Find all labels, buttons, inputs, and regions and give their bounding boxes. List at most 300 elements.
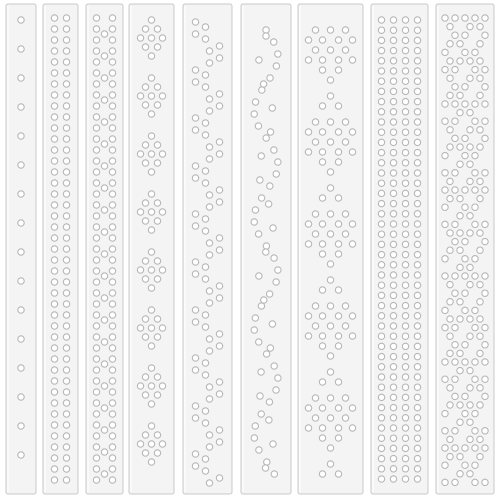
- hole: [93, 114, 99, 120]
- hole: [414, 139, 420, 145]
- hole: [378, 466, 384, 472]
- hole: [252, 423, 258, 429]
- hole: [442, 410, 448, 416]
- hole: [467, 385, 473, 391]
- hole: [148, 307, 154, 313]
- hole: [482, 118, 488, 124]
- hole: [414, 180, 420, 186]
- hole: [154, 276, 160, 282]
- hole: [472, 256, 478, 262]
- hole: [390, 435, 396, 441]
- hole: [154, 26, 160, 32]
- hole: [414, 262, 420, 268]
- hole: [349, 149, 355, 155]
- hole: [457, 471, 463, 477]
- hole: [263, 33, 269, 39]
- hole: [462, 359, 468, 365]
- hole: [63, 279, 69, 285]
- hole: [51, 312, 57, 318]
- hole: [482, 359, 488, 365]
- hole: [335, 37, 341, 43]
- hole: [18, 46, 24, 52]
- hole: [63, 444, 69, 450]
- hole: [467, 230, 473, 236]
- hole: [467, 213, 473, 219]
- hole: [101, 471, 107, 477]
- hole: [447, 127, 453, 133]
- hole: [51, 323, 57, 329]
- hole: [252, 315, 258, 321]
- hole: [93, 466, 99, 472]
- hole: [402, 211, 408, 217]
- hole: [137, 441, 143, 447]
- hole: [457, 419, 463, 425]
- hole: [462, 135, 468, 141]
- hole: [472, 170, 478, 176]
- hole: [216, 55, 222, 61]
- hole: [447, 281, 453, 287]
- hole: [447, 144, 453, 150]
- hole: [457, 350, 463, 356]
- hole: [51, 125, 57, 131]
- hole: [63, 477, 69, 483]
- hole: [137, 325, 143, 331]
- hole: [18, 307, 24, 313]
- hole: [63, 345, 69, 351]
- hole: [148, 75, 154, 81]
- hole: [93, 202, 99, 208]
- hole: [206, 96, 212, 102]
- hole: [482, 273, 488, 279]
- hole: [482, 324, 488, 330]
- hole: [390, 323, 396, 329]
- hole: [467, 161, 473, 167]
- hole: [109, 136, 115, 142]
- hole: [457, 92, 463, 98]
- hole: [378, 272, 384, 278]
- hole: [349, 37, 355, 43]
- hole: [462, 238, 468, 244]
- hole: [93, 147, 99, 153]
- hole: [192, 367, 198, 373]
- hole: [256, 339, 262, 345]
- hole: [390, 27, 396, 33]
- hole: [472, 101, 478, 107]
- hole: [192, 31, 198, 37]
- hole: [447, 350, 453, 356]
- hole: [457, 144, 463, 150]
- hole: [216, 247, 222, 253]
- hole: [93, 345, 99, 351]
- hole: [482, 135, 488, 141]
- hole: [109, 290, 115, 296]
- hole: [390, 180, 396, 186]
- hole: [312, 231, 318, 237]
- hole: [63, 202, 69, 208]
- hole: [402, 364, 408, 370]
- hole: [63, 466, 69, 472]
- hole: [148, 53, 154, 59]
- hole: [390, 211, 396, 217]
- hole: [63, 323, 69, 329]
- hole: [378, 302, 384, 308]
- hole: [192, 271, 198, 277]
- hole: [312, 119, 318, 125]
- hole: [467, 367, 473, 373]
- hole: [159, 325, 165, 331]
- hole: [378, 415, 384, 421]
- hole: [192, 403, 198, 409]
- hole: [467, 419, 473, 425]
- hole: [467, 75, 473, 81]
- hole: [51, 268, 57, 274]
- hole: [109, 169, 115, 175]
- hole: [414, 129, 420, 135]
- hole: [109, 268, 115, 274]
- hole: [109, 422, 115, 428]
- hole: [305, 241, 311, 247]
- hole: [319, 425, 325, 431]
- hole: [275, 375, 281, 381]
- hole: [275, 267, 281, 273]
- hole: [378, 98, 384, 104]
- hole: [390, 58, 396, 64]
- stencil-strip: [371, 4, 428, 494]
- hole: [192, 451, 198, 457]
- hole: [414, 27, 420, 33]
- hole: [402, 343, 408, 349]
- hole: [142, 44, 148, 50]
- hole: [319, 287, 325, 293]
- stencil-strip: [129, 4, 174, 494]
- hole: [390, 241, 396, 247]
- hole: [93, 125, 99, 131]
- hole: [148, 17, 154, 23]
- hole: [305, 425, 311, 431]
- hole: [390, 343, 396, 349]
- hole: [154, 218, 160, 224]
- hole: [452, 445, 458, 451]
- hole: [442, 152, 448, 158]
- hole: [93, 37, 99, 43]
- hole: [477, 92, 483, 98]
- hole: [271, 147, 277, 153]
- hole: [312, 303, 318, 309]
- hole: [402, 139, 408, 145]
- hole: [327, 415, 333, 421]
- hole: [101, 119, 107, 125]
- hole: [192, 127, 198, 133]
- stencil-strip: [86, 4, 123, 494]
- hole: [378, 455, 384, 461]
- hole: [467, 316, 473, 322]
- hole: [148, 227, 154, 233]
- hole: [142, 432, 148, 438]
- hole: [414, 78, 420, 84]
- hole: [258, 411, 264, 417]
- hole: [414, 466, 420, 472]
- hole: [51, 345, 57, 351]
- hole: [477, 333, 483, 339]
- hole: [472, 204, 478, 210]
- hole: [390, 37, 396, 43]
- hole: [137, 383, 143, 389]
- hole: [202, 456, 208, 462]
- hole: [462, 307, 468, 313]
- hole: [335, 103, 341, 109]
- hole: [452, 135, 458, 141]
- hole: [335, 435, 341, 441]
- hole: [402, 455, 408, 461]
- hole: [51, 400, 57, 406]
- hole: [477, 23, 483, 29]
- stencil-strip: [6, 4, 36, 494]
- hole: [414, 37, 420, 43]
- hole: [482, 101, 488, 107]
- hole: [442, 15, 448, 21]
- hole: [202, 468, 208, 474]
- hole: [202, 36, 208, 42]
- hole: [109, 235, 115, 241]
- hole: [467, 58, 473, 64]
- hole: [414, 374, 420, 380]
- hole: [109, 279, 115, 285]
- hole: [378, 119, 384, 125]
- hole: [462, 393, 468, 399]
- hole: [402, 333, 408, 339]
- hole: [51, 378, 57, 384]
- hole: [472, 479, 478, 485]
- hole: [390, 221, 396, 227]
- hole: [482, 479, 488, 485]
- hole: [402, 17, 408, 23]
- hole: [402, 221, 408, 227]
- hole: [216, 283, 222, 289]
- hole: [63, 191, 69, 197]
- hole: [327, 169, 333, 175]
- hole: [457, 453, 463, 459]
- hole: [109, 334, 115, 340]
- hole: [51, 191, 57, 197]
- hole: [305, 57, 311, 63]
- hole: [472, 410, 478, 416]
- hole: [101, 427, 107, 433]
- hole: [477, 195, 483, 201]
- hole: [148, 209, 154, 215]
- hole: [414, 394, 420, 400]
- hole: [335, 405, 341, 411]
- hole: [452, 359, 458, 365]
- hole: [414, 149, 420, 155]
- hole: [109, 213, 115, 219]
- hole: [472, 221, 478, 227]
- hole: [414, 17, 420, 23]
- hole: [206, 192, 212, 198]
- hole: [335, 425, 341, 431]
- hole: [154, 142, 160, 148]
- hole: [452, 118, 458, 124]
- hole: [148, 423, 154, 429]
- hole: [335, 195, 341, 201]
- hole: [342, 415, 348, 421]
- hole: [148, 93, 154, 99]
- hole: [462, 445, 468, 451]
- hole: [51, 92, 57, 98]
- hole: [319, 313, 325, 319]
- hole: [390, 445, 396, 451]
- hole: [390, 251, 396, 257]
- hole: [192, 463, 198, 469]
- hole: [266, 399, 272, 405]
- hole: [63, 235, 69, 241]
- hole: [137, 209, 143, 215]
- hole: [390, 313, 396, 319]
- hole: [101, 449, 107, 455]
- hole: [101, 53, 107, 59]
- hole: [467, 264, 473, 270]
- hole: [327, 261, 333, 267]
- hole: [267, 345, 273, 351]
- hole: [109, 477, 115, 483]
- hole: [482, 15, 488, 21]
- hole: [93, 213, 99, 219]
- hole: [335, 471, 341, 477]
- hole: [154, 392, 160, 398]
- hole: [402, 384, 408, 390]
- hole: [312, 211, 318, 217]
- hole: [251, 327, 257, 333]
- hole: [63, 15, 69, 21]
- hole: [63, 246, 69, 252]
- hole: [93, 301, 99, 307]
- hole: [477, 127, 483, 133]
- hole: [402, 394, 408, 400]
- hole: [18, 336, 24, 342]
- hole: [51, 367, 57, 373]
- hole: [206, 204, 212, 210]
- hole: [154, 258, 160, 264]
- hole: [414, 200, 420, 206]
- hole: [51, 235, 57, 241]
- hole: [142, 392, 148, 398]
- hole: [342, 47, 348, 53]
- hole: [109, 411, 115, 417]
- hole: [457, 195, 463, 201]
- hole: [390, 149, 396, 155]
- hole: [258, 195, 264, 201]
- hole: [93, 158, 99, 164]
- hole: [390, 190, 396, 196]
- hole: [192, 19, 198, 25]
- hole: [477, 385, 483, 391]
- hole: [319, 37, 325, 43]
- hole: [442, 204, 448, 210]
- hole: [202, 228, 208, 234]
- hole: [327, 277, 333, 283]
- hole: [319, 159, 325, 165]
- hole: [390, 272, 396, 278]
- hole: [159, 383, 165, 389]
- hole: [319, 149, 325, 155]
- hole: [472, 118, 478, 124]
- hole: [390, 333, 396, 339]
- hole: [257, 393, 263, 399]
- hole: [93, 477, 99, 483]
- hole: [442, 170, 448, 176]
- hole: [319, 129, 325, 135]
- hole: [202, 264, 208, 270]
- hole: [402, 415, 408, 421]
- hole: [378, 374, 384, 380]
- hole: [109, 15, 115, 21]
- hole: [101, 163, 107, 169]
- hole: [273, 171, 279, 177]
- hole: [202, 408, 208, 414]
- hole: [462, 101, 468, 107]
- hole: [327, 211, 333, 217]
- hole: [148, 35, 154, 41]
- hole: [18, 133, 24, 139]
- hole: [216, 379, 222, 385]
- hole: [327, 445, 333, 451]
- hole: [202, 72, 208, 78]
- hole: [462, 462, 468, 468]
- hole: [101, 383, 107, 389]
- hole: [335, 57, 341, 63]
- hole: [109, 158, 115, 164]
- hole: [154, 84, 160, 90]
- hole: [142, 102, 148, 108]
- hole: [335, 159, 341, 165]
- hole: [482, 66, 488, 72]
- hole: [51, 455, 57, 461]
- hole: [312, 139, 318, 145]
- hole: [142, 450, 148, 456]
- hole: [63, 411, 69, 417]
- hole: [51, 180, 57, 186]
- hole: [142, 334, 148, 340]
- hole: [18, 365, 24, 371]
- hole: [263, 135, 269, 141]
- hole: [202, 120, 208, 126]
- hole: [342, 231, 348, 237]
- hole: [51, 147, 57, 153]
- hole: [142, 258, 148, 264]
- hole: [51, 290, 57, 296]
- hole: [202, 324, 208, 330]
- hole: [467, 333, 473, 339]
- hole: [414, 251, 420, 257]
- hole: [447, 385, 453, 391]
- hole: [378, 149, 384, 155]
- hole: [109, 246, 115, 252]
- hole: [261, 297, 267, 303]
- hole: [109, 103, 115, 109]
- hole: [271, 39, 277, 45]
- hole: [63, 268, 69, 274]
- hole: [462, 32, 468, 38]
- hole: [216, 391, 222, 397]
- hole: [51, 70, 57, 76]
- hole: [101, 31, 107, 37]
- hole: [154, 102, 160, 108]
- hole: [378, 68, 384, 74]
- hole: [447, 23, 453, 29]
- hole: [202, 216, 208, 222]
- hole: [390, 302, 396, 308]
- hole: [206, 156, 212, 162]
- hole: [63, 224, 69, 230]
